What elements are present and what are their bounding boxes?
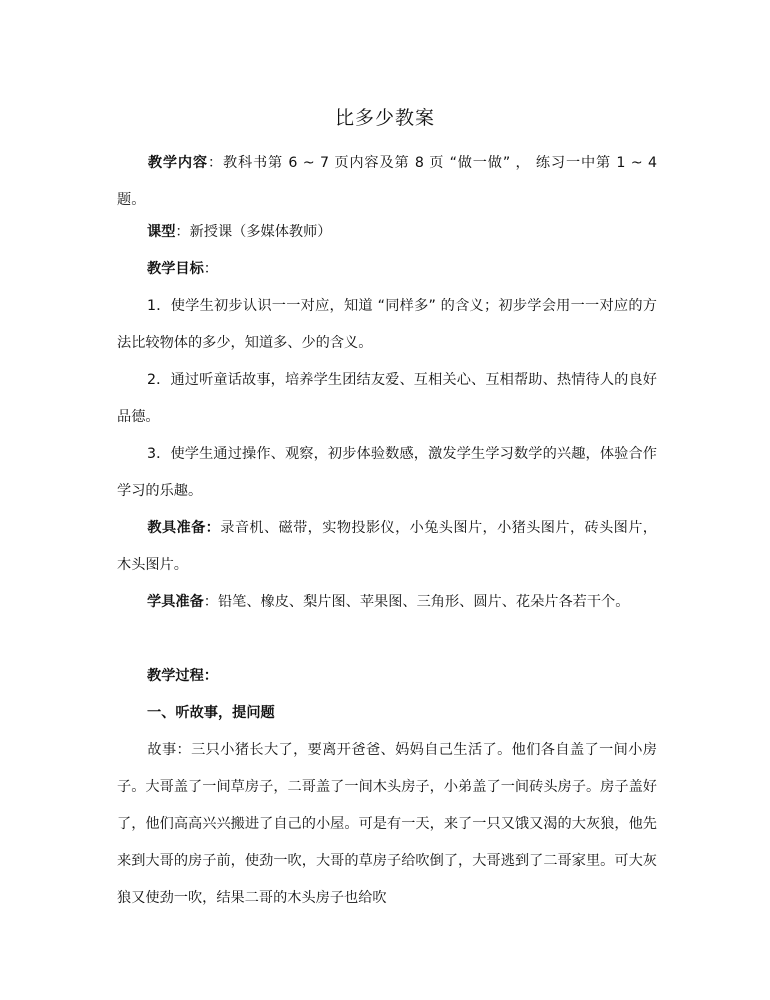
story-text: 故事：三只小猪长大了，要离开爸爸、妈妈自己生活了。他们各自盖了一间小房子。大哥盖了一间草房子，二哥盖了一间木头房子，小弟盖了一间砖头房子。房子盖好了，他们高高兴兴搬进了自己的小屋。可是有一天，来了一只又饿又渴的大灰狼，他先来到大哥的房子前，使劲一吹，大哥的草房子给吹倒了，大哥逃到了二哥家里。可大灰狼又使劲一吹，结果二哥的木头房子也给吹	[117, 742, 657, 906]
goal-1	[117, 288, 657, 362]
goal-2	[117, 362, 657, 436]
section-1-label: 一、听故事，提问题	[147, 705, 275, 721]
lesson-type-text: ：新授课（多媒体教师）	[175, 224, 332, 240]
teaching-goals-colon: ：	[203, 261, 218, 277]
goal-2-text: 2．通过听童话故事，培养学生团结友爱、互相关心、互相帮助、热情待人的良好品德。	[117, 372, 657, 425]
teaching-tools-text: 录音机、磁带，实物投影仪，小兔头图片，小猪头图片，砖头图片，木头图片。	[117, 520, 657, 573]
story-paragraph	[117, 732, 657, 917]
student-tools	[117, 584, 657, 621]
teaching-content	[117, 145, 657, 219]
teaching-goals-heading	[117, 251, 657, 288]
teaching-tools-label: 教具准备：	[147, 520, 221, 536]
page-title: 比多少教案	[334, 107, 435, 129]
lesson-type	[117, 214, 657, 251]
goal-3-text: 3．使学生通过操作、观察，初步体验数感，激发学生学习数学的兴趣，体验合作学习的乐趣。	[117, 446, 657, 499]
student-tools-label: 学具准备	[147, 594, 204, 610]
teaching-tools	[117, 510, 657, 584]
teaching-content-text: ：教科书第 6 ~ 7 页内容及第 8 页 “做一做” ， 练习一中第 1 ~ 4 题。	[117, 155, 657, 208]
teaching-content-label: 教学内容	[147, 155, 208, 171]
lesson-type-label: 课型	[147, 224, 176, 240]
teaching-goals-label: 教学目标	[147, 261, 204, 277]
teaching-process-heading	[117, 658, 657, 695]
section-1-heading	[117, 695, 657, 732]
teaching-process-label: 教学过程：	[147, 668, 218, 684]
goal-1-text: 1．使学生初步认识一一对应，知道 “同样多” 的含义；初步学会用一一对应的方法比较物体的多少，知道多、少的含义。	[117, 298, 657, 351]
student-tools-text: ：铅笔、橡皮、梨片图、苹果图、三角形、圆片、花朵片各若干个。	[203, 594, 630, 610]
goal-3	[117, 436, 657, 510]
